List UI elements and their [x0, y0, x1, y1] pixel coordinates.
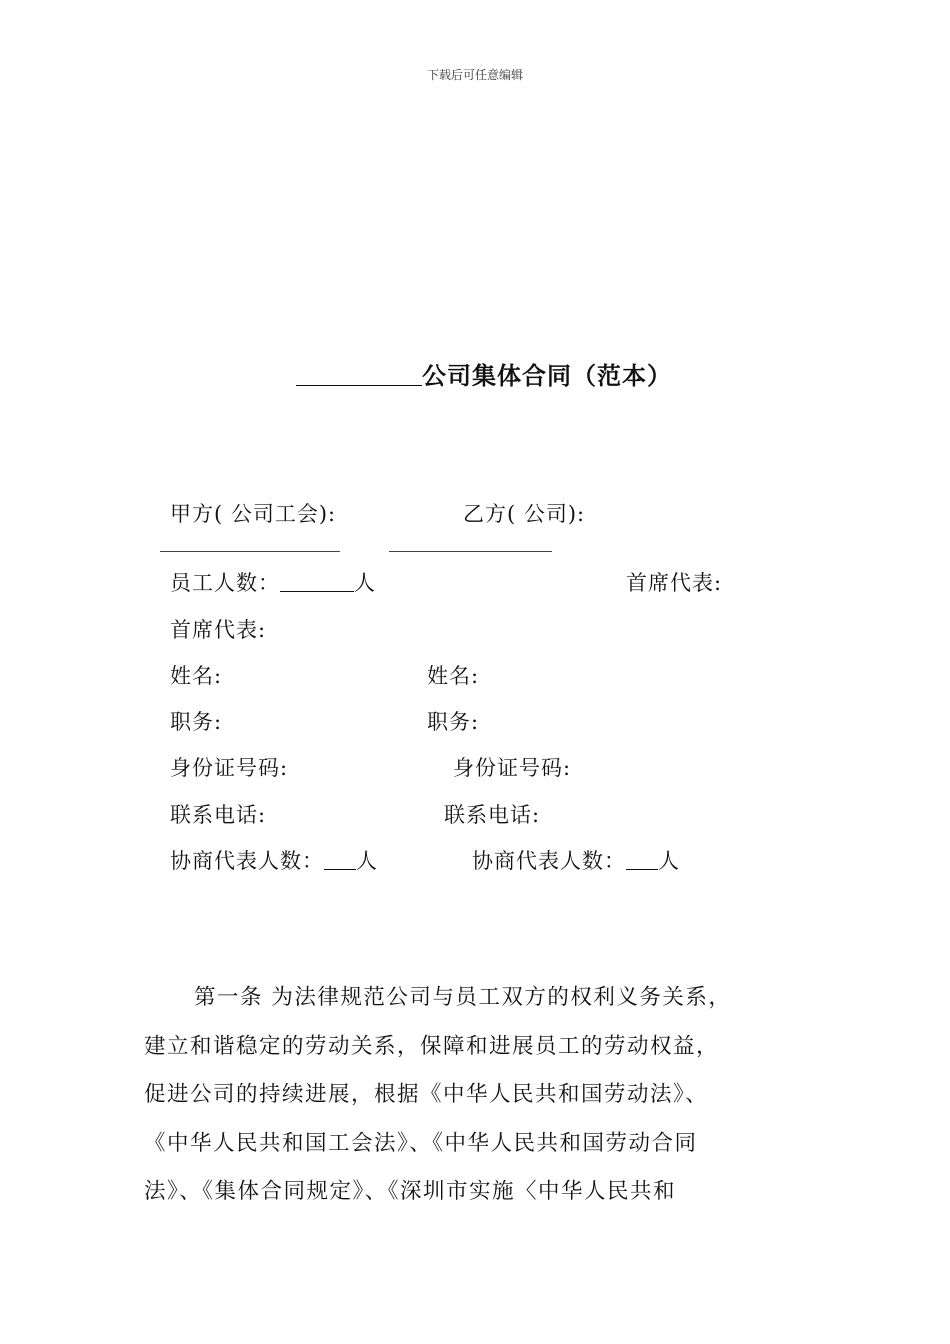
party-b-label: 乙方( 公司): — [463, 502, 586, 526]
article-one-paragraph — [144, 974, 824, 1217]
employee-count-label: 员工人数： — [170, 571, 280, 595]
paragraph-line: 第一条 为法律规范公司与员工双方的权利义务关系， — [194, 985, 732, 1010]
negotiator-count-a-label: 协商代表人数： — [170, 849, 324, 873]
negotiator-count-a — [170, 845, 378, 875]
party-b-name-line — [389, 551, 552, 552]
employee-count-blank — [280, 571, 354, 592]
paragraph-line: 建立和谐稳定的劳动关系，保障和进展员工的劳动权益， — [144, 1033, 720, 1059]
paragraph-line: 法》、《集体合同规定》、《深圳市实施〈中华人民共和 — [144, 1179, 677, 1204]
title-text: 公司集体合同（范本） — [422, 361, 672, 390]
chief-rep-b-label: 首席代表: — [626, 571, 723, 595]
id-a-label: 身份证号码: — [170, 756, 289, 780]
name-b-label: 姓名: — [427, 664, 480, 688]
title-b-label: 职务: — [427, 710, 480, 734]
company-name-blank — [296, 363, 422, 386]
negotiator-count-b-blank — [626, 849, 658, 870]
header-note: 下载后可任意编辑 — [426, 68, 523, 82]
negotiator-count-b-unit: 人 — [658, 849, 680, 873]
employee-count — [170, 567, 376, 597]
phone-b-label: 联系电话: — [444, 803, 541, 827]
party-a-label: 甲方( 公司工会): — [170, 502, 337, 526]
paragraph-line: 促进公司的持续进展，根据《中华人民共和国劳动法》、 — [144, 1082, 709, 1107]
phone-a-label: 联系电话: — [170, 803, 267, 827]
employee-count-unit: 人 — [354, 571, 376, 595]
title-a-label: 职务: — [170, 710, 223, 734]
negotiator-count-b-label: 协商代表人数： — [472, 849, 626, 873]
paragraph-line: 《中华人民共和国工会法》、《中华人民共和国劳动合同 — [144, 1130, 698, 1156]
negotiator-count-a-unit: 人 — [356, 849, 378, 873]
name-a-label: 姓名: — [170, 664, 223, 688]
chief-rep-a-label: 首席代表: — [170, 618, 267, 642]
id-b-label: 身份证号码: — [453, 756, 572, 780]
negotiator-count-b — [472, 845, 680, 875]
party-a-name-line — [160, 551, 340, 552]
negotiator-count-a-blank — [324, 849, 356, 870]
document-title — [296, 356, 672, 391]
